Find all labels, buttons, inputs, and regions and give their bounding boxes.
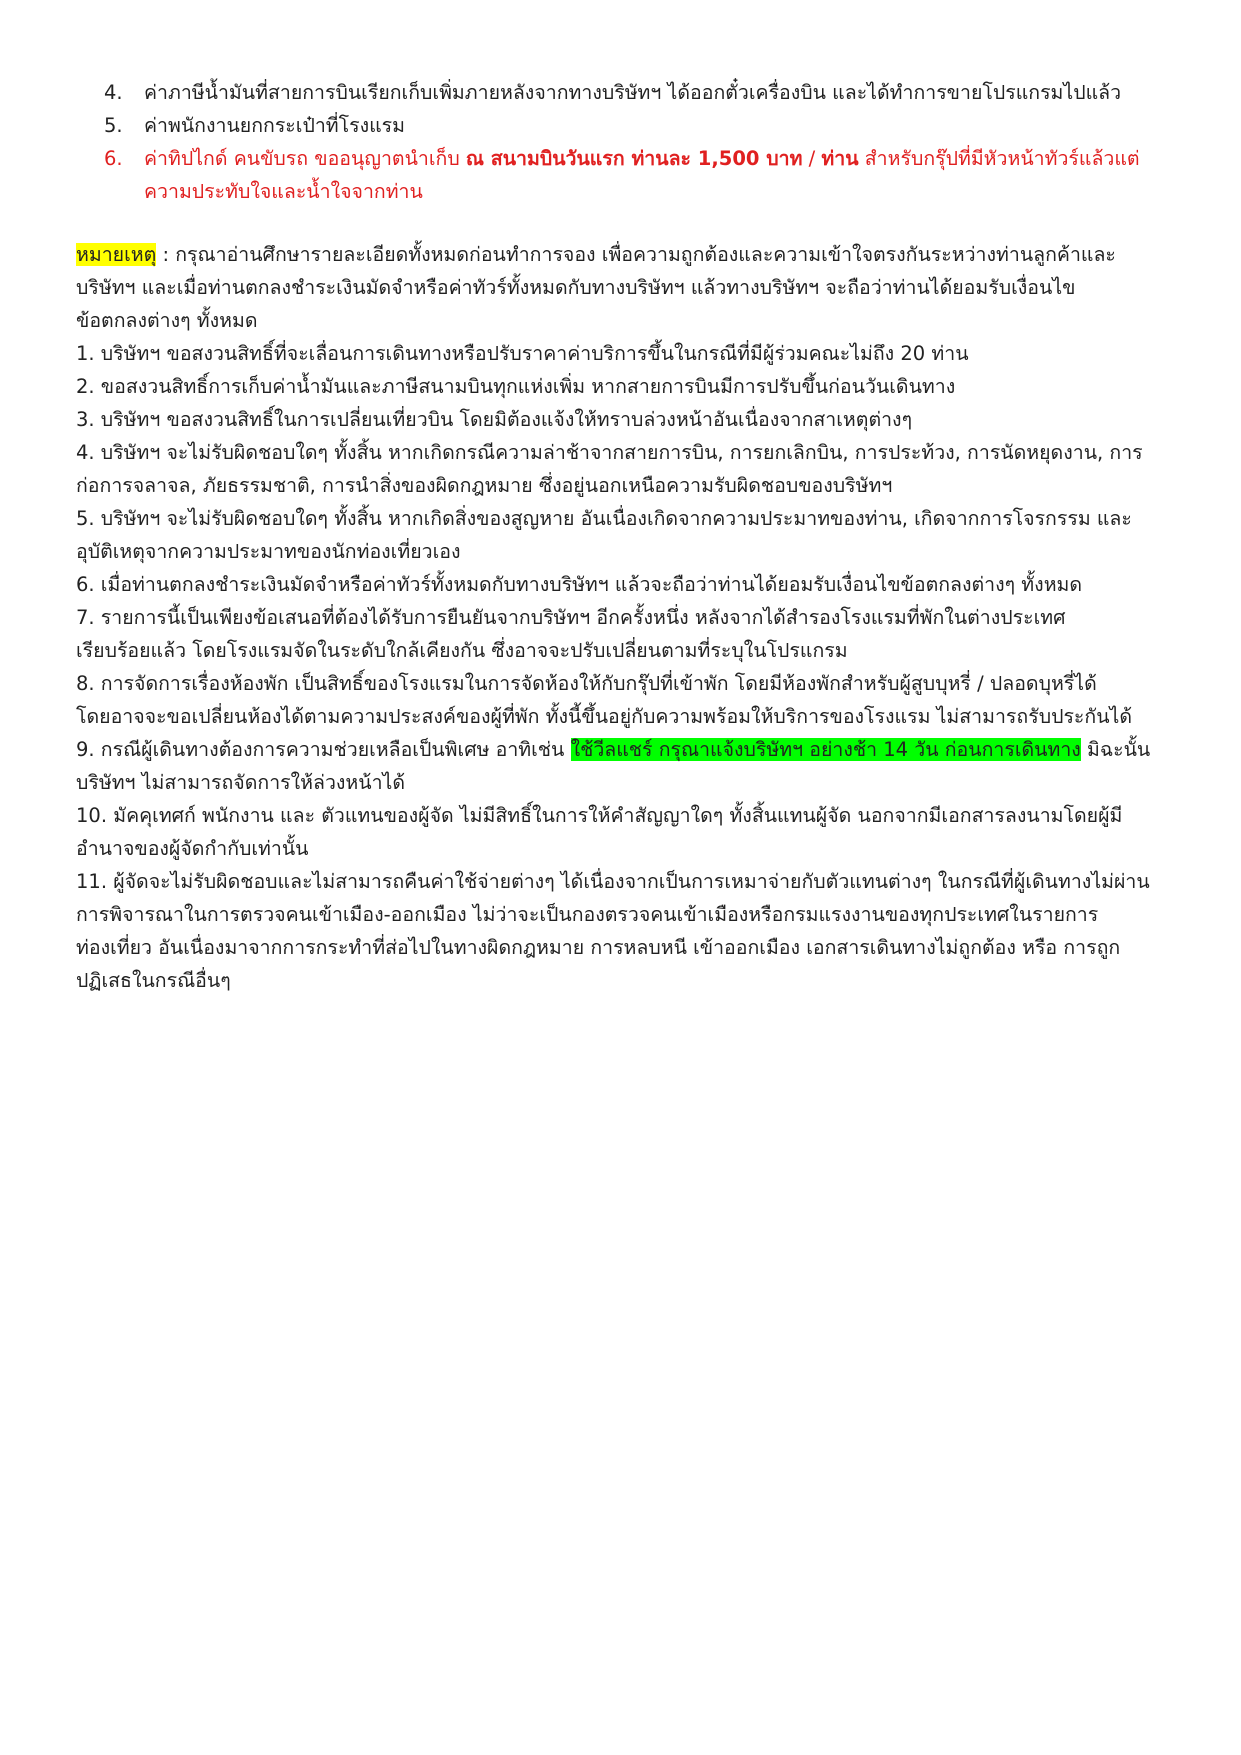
condition-10-line-2: อำนาจของผู้จัดกำกับเท่านั้น bbox=[76, 837, 309, 860]
condition-9-line-1 bbox=[76, 733, 1166, 766]
tip-line-1 bbox=[144, 142, 1166, 175]
excluded-item-4 bbox=[76, 76, 1166, 109]
excluded-item-5 bbox=[76, 109, 1166, 142]
condition-5-line-1: 5. บริษัทฯ จะไม่รับผิดชอบใดๆ ทั้งสิ้น หากเกิดสิ่งของสูญหาย อันเนื่องเกิดจากความประมาทของท่าน, เกิดจากการโจรกรรม และ bbox=[76, 507, 1132, 530]
note-line-1 bbox=[76, 238, 1166, 271]
tip-line-2: ความประทับใจและน้ำใจจากท่าน bbox=[144, 180, 423, 203]
note-line-2: บริษัทฯ และเมื่อท่านตกลงชำระเงินมัดจำหรือค่าทัวร์ทั้งหมดกับทางบริษัทฯ แล้วทางบริษัทฯ จะถือว่าท่านได้ยอมรับเงื่อนไข bbox=[76, 276, 1076, 299]
condition-9-text-end: มิฉะนั้น bbox=[1080, 738, 1151, 761]
condition-11-line-4: ปฏิเสธในกรณีอื่นๆ bbox=[76, 969, 231, 992]
condition-5-line-2: อุบัติเหตุจากความประมาทของนักท่องเที่ยวเอง bbox=[76, 540, 461, 563]
condition-7-line-1: 7. รายการนี้เป็นเพียงข้อเสนอที่ต้องได้รับการยืนยันจากบริษัทฯ อีกครั้งหนึ่ง หลังจากได้สำรองโรงแรมที่พักในต่างประเทศ bbox=[76, 606, 1066, 629]
document-page bbox=[76, 76, 1166, 997]
condition-11-line-1: 11. ผู้จัดจะไม่รับผิดชอบและไม่สามารถคืนค่าใช้จ่ายต่างๆ ได้เนื่องจากเป็นการเหมาจ่ายกับตัวแทนต่างๆ ในกรณีที่ผู้เดินทางไม่ผ่าน bbox=[76, 870, 1150, 893]
note-label: หมายเหตุ bbox=[76, 243, 157, 266]
note-line-3: ข้อตกลงต่างๆ ทั้งหมด bbox=[76, 309, 258, 332]
condition-8-line-2: โดยอาจจะขอเปลี่ยนห้องได้ตามความประสงค์ของผู้ที่พัก ทั้งนี้ขึ้นอยู่กับความพร้อมให้บริการของโรงแรม ไม่สามารถรับประกันได้ bbox=[76, 705, 1132, 728]
tip-amount: ณ สนามบินวันแรก ท่านละ 1,500 บาท bbox=[465, 147, 803, 170]
condition-9-line-2: บริษัทฯ ไม่สามารถจัดการให้ล่วงหน้าได้ bbox=[76, 771, 406, 794]
condition-8-line-1: 8. การจัดการเรื่องห้องพัก เป็นสิทธิ์ของโรงแรมในการจัดห้องให้กับกรุ๊ปที่เข้าพัก โดยมีห้องพักสำหรับผู้สูบบุหรี่ / ปลอดบุหรี่ได้ bbox=[76, 672, 1097, 695]
list-item-text: ค่าพนักงานยกกระเป๋าที่โรงแรม bbox=[144, 114, 405, 137]
condition-10-line-1: 10. มัคคุเทศก์ พนักงาน และ ตัวแทนของผู้จัด ไม่มีสิทธิ์ในการให้คำสัญญาใดๆ ทั้งสิ้นแทนผู้จัด นอกจากมีเอกสารลงนามโดยผู้มี bbox=[76, 804, 1123, 827]
list-number: 5. bbox=[104, 114, 123, 137]
note-text: : กรุณาอ่านศึกษารายละเอียดทั้งหมดก่อนทำการจอง เพื่อความถูกต้องและความเข้าใจตรงกันระหว่างท่านลูกค้าและ bbox=[156, 243, 1116, 266]
condition-4-line-1: 4. บริษัทฯ จะไม่รับผิดชอบใดๆ ทั้งสิ้น หากเกิดกรณีความล่าช้าจากสายการบิน, การยกเลิกบิน, การประท้วง, การนัดหยุดงาน, การ bbox=[76, 441, 1143, 464]
tip-text: ค่าทิปไกด์ คนขับรถ ขออนุญาตนำเก็บ bbox=[144, 147, 466, 170]
tip-per-person: ท่าน bbox=[821, 147, 859, 170]
list-number: 6. bbox=[104, 147, 123, 170]
condition-11-line-3: ท่องเที่ยว อันเนื่องมาจากการกระทำที่ส่อไปในทางผิดกฎหมาย การหลบหนี เข้าออกเมือง เอกสารเดินทางไม่ถูกต้อง หรือ การถูก bbox=[76, 936, 1121, 959]
tip-text-rest: สำหรับกรุ๊ปที่มีหัวหน้าทัวร์แล้วแต่ bbox=[858, 147, 1140, 170]
condition-2: 2. ขอสงวนสิทธิ์การเก็บค่าน้ำมันและภาษีสนามบินทุกแห่งเพิ่ม หากสายการบินมีการปรับขึ้นก่อนวันเดินทาง bbox=[76, 375, 956, 398]
condition-4-line-2: ก่อการจลาจล, ภัยธรรมชาติ, การนำสิ่งของผิดกฎหมาย ซึ่งอยู่นอกเหนือความรับผิดชอบของบริษัทฯ bbox=[76, 474, 893, 497]
wheelchair-highlight: ใช้วีลแชร์ กรุณาแจ้งบริษัทฯ อย่างช้า 14 วัน ก่อนการเดินทาง bbox=[570, 738, 1081, 761]
condition-11-line-2: การพิจารณาในการตรวจคนเข้าเมือง-ออกเมือง ไม่ว่าจะเป็นกองตรวจคนเข้าเมืองหรือกรมแรงงานของทุกประเทศในรายการ bbox=[76, 903, 1099, 926]
condition-9-text: 9. กรณีผู้เดินทางต้องการความช่วยเหลือเป็นพิเศษ อาทิเช่น bbox=[76, 738, 571, 761]
condition-7-line-2: เรียบร้อยแล้ว โดยโรงแรมจัดในระดับใกล้เคียงกัน ซึ่งอาจจะปรับเปลี่ยนตามที่ระบุในโปรแกรม bbox=[76, 639, 848, 662]
tip-separator: / bbox=[802, 147, 822, 170]
condition-3: 3. บริษัทฯ ขอสงวนสิทธิ์ในการเปลี่ยนเที่ยวบิน โดยมิต้องแจ้งให้ทราบล่วงหน้าอันเนื่องจากสาเหตุต่างๆ bbox=[76, 408, 913, 431]
excluded-item-6-tip bbox=[76, 142, 1166, 208]
list-number: 4. bbox=[104, 81, 123, 104]
list-item-text: ค่าภาษีน้ำมันที่สายการบินเรียกเก็บเพิ่มภายหลังจากทางบริษัทฯ ได้ออกตั๋วเครื่องบิน และได้ทำการขายโปรแกรมไปแล้ว bbox=[144, 81, 1122, 104]
condition-6: 6. เมื่อท่านตกลงชำระเงินมัดจำหรือค่าทัวร์ทั้งหมดกับทางบริษัทฯ แล้วจะถือว่าท่านได้ยอมรับเงื่อนไขข้อตกลงต่างๆ ทั้งหมด bbox=[76, 573, 1083, 596]
condition-1: 1. บริษัทฯ ขอสงวนสิทธิ์ที่จะเลื่อนการเดินทางหรือปรับราคาค่าบริการขึ้นในกรณีที่มีผู้ร่วมคณะไม่ถึง 20 ท่าน bbox=[76, 342, 969, 365]
